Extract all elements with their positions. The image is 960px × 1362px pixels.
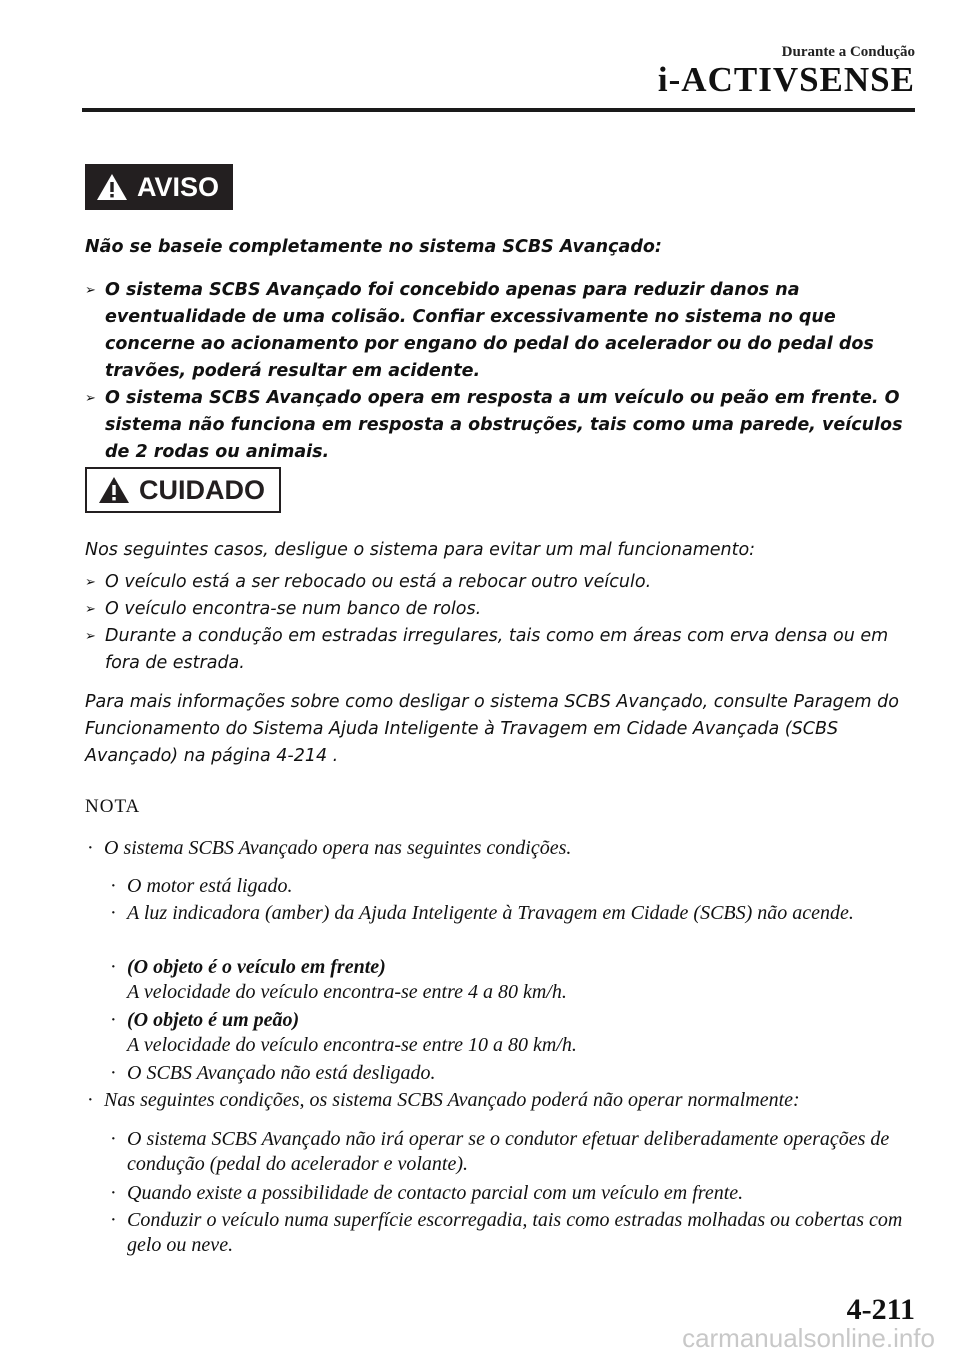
watermark: carmanualsonline.info	[682, 1323, 935, 1353]
bullet-dot-icon: ·	[87, 1089, 94, 1111]
warning-triangle-icon	[95, 172, 129, 202]
nota-item: · Nas seguintes condições, os sistema SCBS Avançado poderá não operar normalmente:	[87, 1089, 800, 1111]
warning-list	[85, 277, 905, 466]
nota-subitem: · O motor está ligado.	[110, 875, 293, 897]
nota-subitem: · (O objeto é o veículo em frente) A velocidade do veículo encontra-se entre 4 a 80 km/h.	[110, 956, 567, 1003]
bullet-dot-icon: ·	[110, 902, 117, 924]
nota-subitem: · Conduzir o veículo numa superfície escorregadia, tais como estradas molhadas ou cobertas com gelo ou neve.	[110, 1209, 903, 1256]
caution-label: CUIDADO	[139, 474, 265, 505]
arrow-bullet-icon: ➢	[85, 602, 96, 617]
nota-subitem: · O SCBS Avançado não está desligado.	[110, 1062, 436, 1084]
arrow-bullet-icon: ➢	[85, 283, 96, 298]
caution-lead: Nos seguintes casos, desligue o sistema para evitar um mal funcionamento:	[85, 540, 756, 560]
bullet-dot-icon: ·	[110, 1182, 117, 1204]
caution-item: ➢ O veículo encontra-se num banco de rolos.	[85, 596, 905, 623]
bullet-dot-icon: ·	[110, 875, 117, 897]
nota-title: NOTA	[85, 796, 141, 817]
header-divider	[82, 108, 915, 112]
caution-list	[85, 569, 905, 677]
bullet-dot-icon: ·	[110, 1209, 117, 1231]
bullet-dot-icon: ·	[110, 1062, 117, 1084]
warning-item: ➢ O sistema SCBS Avançado foi concebido apenas para reduzir danos na eventualidade de uma colisão. Confiar excessivamente no sistema no que concerne ao acionamento por engano do pedal do acelerador ou do pedal dos travões, poderá resultar em acidente.	[85, 277, 905, 385]
caution-badge	[85, 467, 281, 513]
nota-subitem: · Quando existe a possibilidade de contacto parcial com um veículo em frente.	[110, 1182, 744, 1204]
nota-subitem: · (O objeto é um peão) A velocidade do veículo encontra-se entre 10 a 80 km/h.	[110, 1009, 577, 1056]
arrow-bullet-icon: ➢	[85, 629, 96, 644]
caution-triangle-icon	[97, 475, 131, 505]
nota-subitem: · O sistema SCBS Avançado não irá operar se o condutor efetuar deliberadamente operações de condução (pedal do acelerador e volante).	[110, 1128, 890, 1175]
arrow-bullet-icon: ➢	[85, 391, 96, 406]
warning-item: ➢ O sistema SCBS Avançado opera em resposta a um veículo ou peão em frente. O sistema não funciona em resposta a obstruções, tais como uma parede, veículos de 2 rodas ou animais.	[85, 385, 905, 466]
bullet-dot-icon: ·	[110, 1009, 117, 1031]
page-number: 4-211	[846, 1293, 915, 1326]
section-title: i-ACTIVSENSE	[657, 60, 915, 99]
bullet-dot-icon: ·	[110, 956, 117, 978]
bullet-dot-icon: ·	[110, 1128, 117, 1150]
caution-item: ➢ O veículo está a ser rebocado ou está a rebocar outro veículo.	[85, 569, 905, 596]
caution-item: ➢ Durante a condução em estradas irregulares, tais como em áreas com erva densa ou em fora de estrada.	[85, 623, 905, 677]
arrow-bullet-icon: ➢	[85, 575, 96, 590]
warning-badge	[85, 164, 233, 210]
bullet-dot-icon: ·	[87, 837, 94, 859]
nota-item: · O sistema SCBS Avançado opera nas seguintes condições.	[87, 837, 572, 859]
warning-lead: Não se baseie completamente no sistema SCBS Avançado:	[85, 237, 662, 257]
warning-label: AVISO	[137, 171, 220, 202]
caution-reference: Para mais informações sobre como desligar o sistema SCBS Avançado, consulte Paragem do Funcionamento do Sistema Ajuda Inteligente à Travagem em Cidade Avançada (SCBS Avançado) na página 4-214 .	[85, 692, 899, 766]
nota-subitem: · A luz indicadora (amber) da Ajuda Inteligente à Travagem em Cidade (SCBS) não acende.	[110, 902, 854, 924]
section-subtitle: Durante a Condução	[781, 44, 915, 60]
